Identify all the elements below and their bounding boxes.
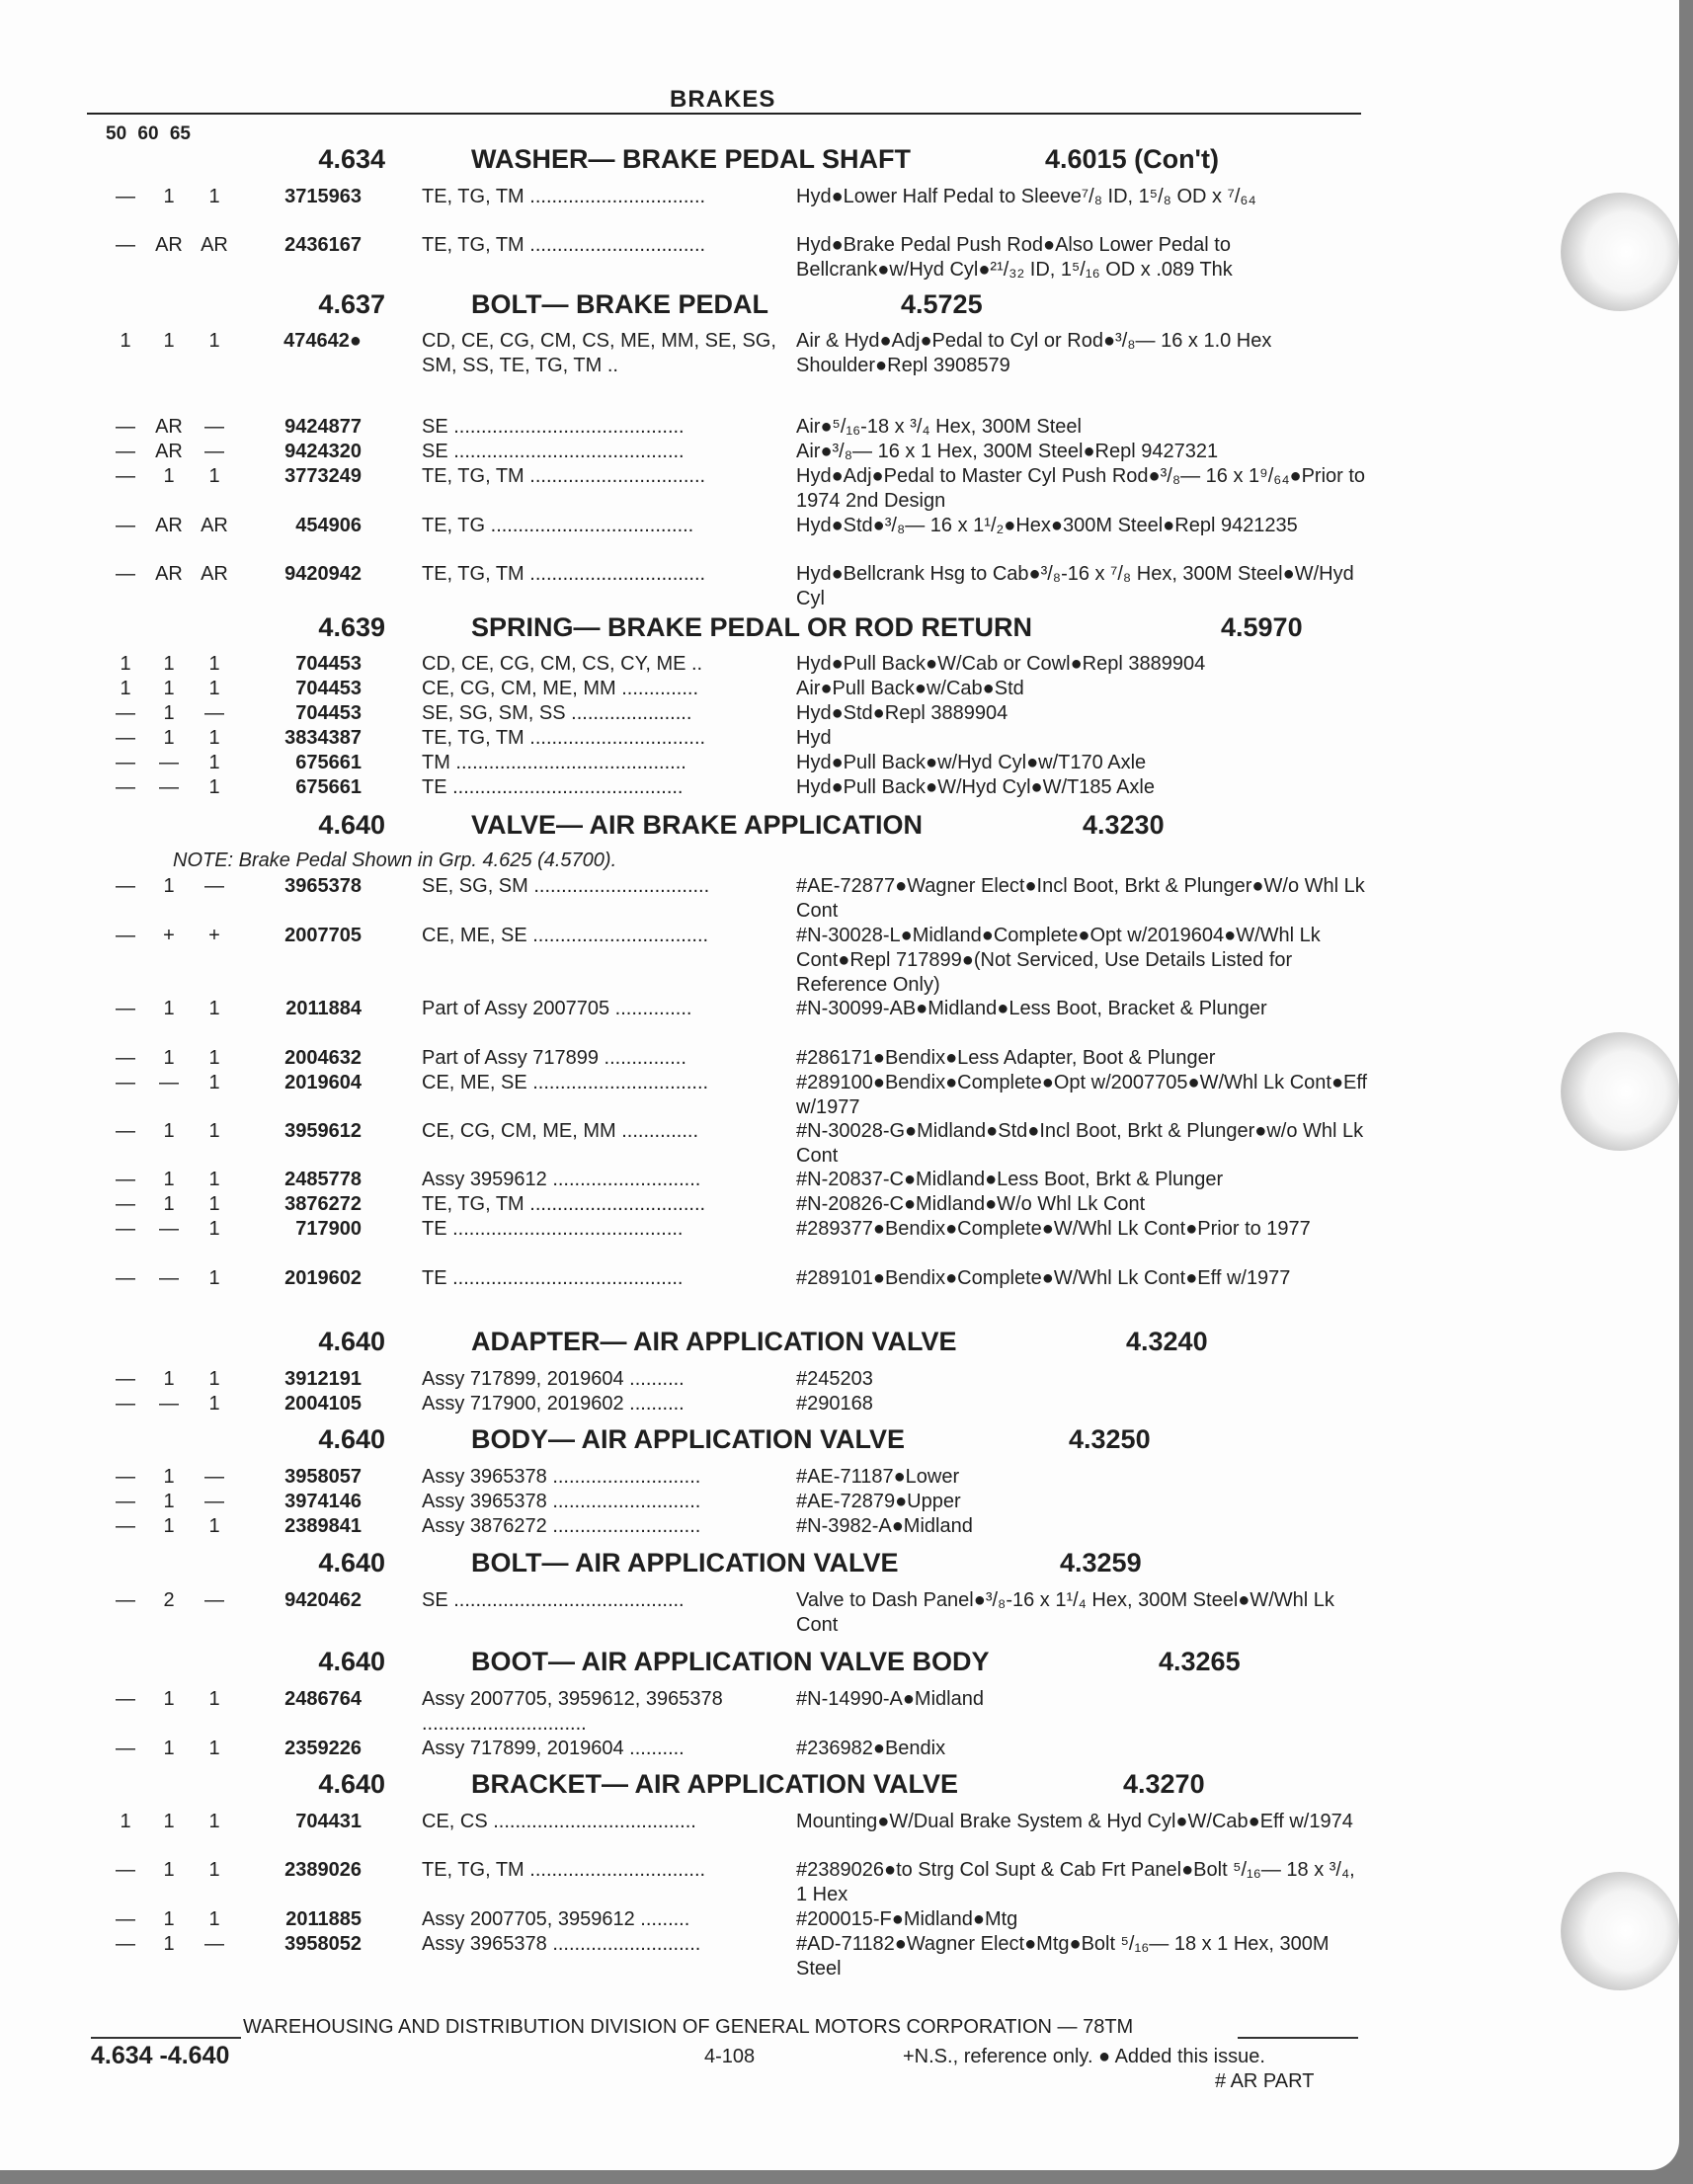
application-models: TE, TG, TM ................................ bbox=[422, 563, 706, 585]
part-number: 454906 bbox=[295, 515, 362, 536]
application-models: SE .......................................... bbox=[422, 441, 685, 462]
title-rule bbox=[87, 113, 1361, 115]
qty-1960: 1 bbox=[163, 875, 175, 897]
qty-1950: — bbox=[116, 1859, 135, 1881]
part-description: #AE-72879●Upper bbox=[796, 1491, 961, 1512]
qty-1960: 1 bbox=[163, 1193, 175, 1215]
group-number: 4.640 bbox=[318, 1647, 385, 1676]
section-name: BOLT— BRAKE PEDAL bbox=[471, 289, 768, 319]
qty-1960: 1 bbox=[163, 702, 175, 724]
qty-1960: AR bbox=[155, 515, 183, 536]
application-models: Assy 3876272 ........................... bbox=[422, 1515, 701, 1537]
section-name: BOOT— AIR APPLICATION VALVE BODY bbox=[471, 1647, 990, 1676]
part-number: 3773249 bbox=[284, 465, 362, 487]
application-models: TE .......................................... bbox=[422, 776, 684, 798]
qty-1950: 1 bbox=[120, 653, 131, 675]
qty-1960: 1 bbox=[163, 1368, 175, 1390]
qty-1965: 1 bbox=[208, 1193, 220, 1215]
qty-1960: 1 bbox=[163, 1933, 175, 1955]
part-description: Hyd●Adj●Pedal to Master Cyl Push Rod●³/₈— 16 x 1⁹/₆₄●Prior to 1974 2nd Design bbox=[796, 465, 1366, 512]
part-number: 704453 bbox=[295, 653, 362, 675]
qty-1965: 1 bbox=[208, 1738, 220, 1759]
part-number: 704431 bbox=[295, 1811, 362, 1832]
qty-1960: — bbox=[159, 1072, 179, 1093]
group-number: 4.634 bbox=[318, 144, 385, 174]
qty-1950: — bbox=[116, 1589, 135, 1611]
application-models: TE, TG, TM ................................ bbox=[422, 1859, 706, 1881]
qty-1950: — bbox=[116, 998, 135, 1019]
section-code: 4.6015 (Con't) bbox=[1045, 144, 1219, 174]
qty-1960: 1 bbox=[163, 1859, 175, 1881]
qty-1950: 1 bbox=[120, 330, 131, 352]
qty-1960: 1 bbox=[163, 1047, 175, 1069]
qty-1950: — bbox=[116, 776, 135, 798]
qty-1950: — bbox=[116, 1072, 135, 1093]
qty-1950: — bbox=[116, 563, 135, 585]
qty-1965: 1 bbox=[208, 186, 220, 207]
section-name: BRACKET— AIR APPLICATION VALVE bbox=[471, 1769, 959, 1799]
application-models: CE, CS ..................................... bbox=[422, 1811, 696, 1832]
qty-1960: — bbox=[159, 1393, 179, 1415]
group-number: 4.639 bbox=[318, 612, 385, 642]
part-number: 3959612 bbox=[284, 1120, 362, 1142]
qty-1965: — bbox=[204, 1491, 224, 1512]
part-description: #AE-72877●Wagner Elect●Incl Boot, Brkt & Plunger●W/o Whl Lk Cont bbox=[796, 875, 1365, 922]
qty-1950: — bbox=[116, 1515, 135, 1537]
application-models: TE .......................................... bbox=[422, 1267, 684, 1289]
part-number: 717900 bbox=[295, 1218, 362, 1240]
legend-ar-part: # AR PART bbox=[1215, 2070, 1315, 2092]
section-code: 4.3265 bbox=[1159, 1647, 1241, 1676]
qty-1960: 1 bbox=[163, 1738, 175, 1759]
qty-1960: 1 bbox=[163, 186, 175, 207]
qty-1960: AR bbox=[155, 416, 183, 438]
qty-1965: AR bbox=[201, 234, 228, 256]
qty-1950: — bbox=[116, 875, 135, 897]
qty-1960: 1 bbox=[163, 653, 175, 675]
qty-1950: — bbox=[116, 1169, 135, 1190]
qty-1965: 1 bbox=[208, 1811, 220, 1832]
part-number: 675661 bbox=[295, 776, 362, 798]
qty-1950: — bbox=[116, 925, 135, 946]
part-description: Air●³/₈— 16 x 1 Hex, 300M Steel●Repl 9427321 bbox=[796, 441, 1219, 462]
qty-1950: — bbox=[116, 1218, 135, 1240]
part-number: 2007705 bbox=[284, 925, 362, 946]
qty-1950: — bbox=[116, 1688, 135, 1710]
qty-1950: — bbox=[116, 1908, 135, 1930]
qty-1950: — bbox=[116, 1368, 135, 1390]
application-models: TE, TG ..................................... bbox=[422, 515, 694, 536]
part-description: #N-3982-A●Midland bbox=[796, 1515, 973, 1537]
section-note: NOTE: Brake Pedal Shown in Grp. 4.625 (4.5700). bbox=[173, 849, 617, 871]
qty-1950: — bbox=[116, 1491, 135, 1512]
application-models: Assy 717900, 2019602 .......... bbox=[422, 1393, 685, 1415]
qty-1965: AR bbox=[201, 563, 228, 585]
application-models: Assy 2007705, 3959612 ......... bbox=[422, 1908, 690, 1930]
qty-1965: 1 bbox=[208, 752, 220, 773]
application-models: Assy 3965378 ........................... bbox=[422, 1491, 701, 1512]
qty-1960: 1 bbox=[163, 465, 175, 487]
qty-1965: 1 bbox=[208, 727, 220, 749]
application-models: TE, TG, TM ................................ bbox=[422, 186, 706, 207]
qty-1960: 1 bbox=[163, 1515, 175, 1537]
part-description: Hyd●Std●Repl 3889904 bbox=[796, 702, 1008, 724]
part-description: Air & Hyd●Adj●Pedal to Cyl or Rod●³/₈— 16 x 1.0 Hex Shoulder●Repl 3908579 bbox=[796, 330, 1272, 376]
qty-1950: — bbox=[116, 1120, 135, 1142]
application-models: SE, SG, SM, SS ...................... bbox=[422, 702, 692, 724]
part-number: 675661 bbox=[295, 752, 362, 773]
qty-1965: — bbox=[204, 702, 224, 724]
part-number: 9420942 bbox=[284, 563, 362, 585]
part-description: #N-30099-AB●Midland●Less Boot, Bracket & Plunger bbox=[796, 998, 1267, 1019]
qty-1960: — bbox=[159, 752, 179, 773]
part-number: 474642● bbox=[283, 330, 362, 352]
qty-1965: 1 bbox=[208, 1393, 220, 1415]
part-number: 2359226 bbox=[284, 1738, 362, 1759]
qty-1950: — bbox=[116, 752, 135, 773]
qty-1950: — bbox=[116, 1933, 135, 1955]
qty-1950: — bbox=[116, 727, 135, 749]
part-number: 2389026 bbox=[284, 1859, 362, 1881]
application-models: TM .......................................... bbox=[422, 752, 686, 773]
application-models: CE, CG, CM, ME, MM .............. bbox=[422, 1120, 699, 1142]
part-description: Hyd●Pull Back●W/Hyd Cyl●W/T185 Axle bbox=[796, 776, 1155, 798]
part-number: 2019602 bbox=[284, 1267, 362, 1289]
qty-1960: 1 bbox=[163, 1120, 175, 1142]
part-description: Air●Pull Back●w/Cab●Std bbox=[796, 678, 1024, 699]
part-number: 2019604 bbox=[284, 1072, 362, 1093]
part-description: #N-14990-A●Midland bbox=[796, 1688, 984, 1710]
section-name: SPRING— BRAKE PEDAL OR ROD RETURN bbox=[471, 612, 1033, 642]
legend-symbols: +N.S., reference only. ● Added this issue. bbox=[903, 2046, 1265, 2067]
application-models: SE, SG, SM ................................ bbox=[422, 875, 710, 897]
application-models: CD, CE, CG, CM, CS, ME, MM, SE, SG, SM, SS, TE, TG, TM .. bbox=[422, 330, 776, 376]
punch-hole bbox=[1561, 1032, 1679, 1151]
application-models: SE .......................................... bbox=[422, 1589, 685, 1611]
part-number: 9424877 bbox=[284, 416, 362, 438]
qty-1965: 1 bbox=[208, 1859, 220, 1881]
qty-1960: 1 bbox=[163, 1169, 175, 1190]
qty-1965: 1 bbox=[208, 1908, 220, 1930]
qty-1960: AR bbox=[155, 563, 183, 585]
section-code: 4.3230 bbox=[1083, 810, 1165, 840]
qty-1950: — bbox=[116, 416, 135, 438]
part-description: Mounting●W/Dual Brake System & Hyd Cyl●W/Cab●Eff w/1974 bbox=[796, 1811, 1353, 1832]
application-models: SE .......................................... bbox=[422, 416, 685, 438]
qty-1965: 1 bbox=[208, 678, 220, 699]
qty-1965: — bbox=[204, 1466, 224, 1488]
application-models: Assy 3965378 ........................... bbox=[422, 1933, 701, 1955]
qty-1960: 1 bbox=[163, 1688, 175, 1710]
part-description: #N-20826-C●Midland●W/o Whl Lk Cont bbox=[796, 1193, 1146, 1215]
qty-1965: — bbox=[204, 875, 224, 897]
page-title: BRAKES bbox=[670, 86, 776, 113]
part-number: 3965378 bbox=[284, 875, 362, 897]
qty-1965: 1 bbox=[208, 465, 220, 487]
qty-1950: — bbox=[116, 702, 135, 724]
qty-1960: 1 bbox=[163, 998, 175, 1019]
qty-1950: — bbox=[116, 1738, 135, 1759]
model-year-columns: 50 60 65 bbox=[106, 123, 191, 144]
part-description: Hyd●Brake Pedal Push Rod●Also Lower Pedal to Bellcrank●w/Hyd Cyl●²¹/₃₂ ID, 1⁵/₁₆ OD x .089 Thk bbox=[796, 234, 1233, 281]
qty-1965: 1 bbox=[208, 1120, 220, 1142]
part-number: 2389841 bbox=[284, 1515, 362, 1537]
part-description: Valve to Dash Panel●³/₈-16 x 1¹/₄ Hex, 300M Steel●W/Whl Lk Cont bbox=[796, 1589, 1334, 1636]
part-number: 2011885 bbox=[285, 1908, 362, 1930]
group-number: 4.640 bbox=[318, 1424, 385, 1454]
qty-1950: — bbox=[116, 515, 135, 536]
application-models: TE, TG, TM ................................ bbox=[422, 727, 706, 749]
part-number: 3958052 bbox=[284, 1933, 362, 1955]
qty-1965: 1 bbox=[208, 1368, 220, 1390]
part-number: 2004632 bbox=[284, 1047, 362, 1069]
part-number: 2486764 bbox=[284, 1688, 362, 1710]
part-number: 3876272 bbox=[284, 1193, 362, 1215]
part-description: #289377●Bendix●Complete●W/Whl Lk Cont●Prior to 1977 bbox=[796, 1218, 1311, 1240]
qty-1965: 1 bbox=[208, 1267, 220, 1289]
part-description: #286171●Bendix●Less Adapter, Boot & Plunger bbox=[796, 1047, 1216, 1069]
part-description: #N-30028-L●Midland●Complete●Opt w/2019604●W/Whl Lk Cont●Repl 717899●(Not Serviced, Use Details Listed for Reference Only) bbox=[796, 925, 1321, 996]
group-number: 4.640 bbox=[318, 1548, 385, 1577]
application-models: CE, CG, CM, ME, MM .............. bbox=[422, 678, 699, 699]
qty-1960: 1 bbox=[163, 330, 175, 352]
part-description: #200015-F●Midland●Mtg bbox=[796, 1908, 1018, 1930]
qty-1960: — bbox=[159, 776, 179, 798]
qty-1950: — bbox=[116, 1193, 135, 1215]
section-name: BOLT— AIR APPLICATION VALVE bbox=[471, 1548, 899, 1577]
part-description: #N-20837-C●Midland●Less Boot, Brkt & Plunger bbox=[796, 1169, 1224, 1190]
qty-1960: 1 bbox=[163, 727, 175, 749]
application-models: Assy 717899, 2019604 .......... bbox=[422, 1368, 685, 1390]
qty-1965: 1 bbox=[208, 1688, 220, 1710]
part-description: #245203 bbox=[796, 1368, 873, 1390]
application-models: CD, CE, CG, CM, CS, CY, ME .. bbox=[422, 653, 703, 675]
group-number: 4.637 bbox=[318, 289, 385, 319]
punch-hole bbox=[1561, 193, 1679, 311]
part-number: 704453 bbox=[295, 678, 362, 699]
qty-1950: — bbox=[116, 1466, 135, 1488]
part-number: 9424320 bbox=[284, 441, 362, 462]
qty-1965: 1 bbox=[208, 1218, 220, 1240]
part-number: 2436167 bbox=[284, 234, 362, 256]
page-number: 4-108 bbox=[704, 2046, 756, 2067]
application-models: Part of Assy 717899 ............... bbox=[422, 1047, 686, 1069]
qty-1965: — bbox=[204, 1933, 224, 1955]
qty-1960: 1 bbox=[163, 1908, 175, 1930]
qty-1960: AR bbox=[155, 441, 183, 462]
group-number: 4.640 bbox=[318, 1327, 385, 1356]
qty-1965: 1 bbox=[208, 653, 220, 675]
qty-1950: — bbox=[116, 186, 135, 207]
application-models: TE, TG, TM ................................ bbox=[422, 1193, 706, 1215]
qty-1950: — bbox=[116, 465, 135, 487]
section-code: 4.3250 bbox=[1069, 1424, 1151, 1454]
qty-1960: AR bbox=[155, 234, 183, 256]
part-description: #AD-71182●Wagner Elect●Mtg●Bolt ⁵/₁₆— 18 x 1 Hex, 300M Steel bbox=[796, 1933, 1330, 1980]
qty-1965: 1 bbox=[208, 1047, 220, 1069]
qty-1950: — bbox=[116, 1267, 135, 1289]
qty-1960: 1 bbox=[163, 1811, 175, 1832]
qty-1960: — bbox=[159, 1267, 179, 1289]
part-number: 2011884 bbox=[285, 998, 362, 1019]
group-number: 4.640 bbox=[318, 810, 385, 840]
part-description: Hyd●Bellcrank Hsg to Cab●³/₈-16 x ⁷/₈ Hex, 300M Steel●W/Hyd Cyl bbox=[796, 563, 1354, 609]
group-number: 4.640 bbox=[318, 1769, 385, 1799]
qty-1965: 1 bbox=[208, 998, 220, 1019]
part-description: Hyd●Pull Back●w/Hyd Cyl●w/T170 Axle bbox=[796, 752, 1147, 773]
section-name: BODY— AIR APPLICATION VALVE bbox=[471, 1424, 906, 1454]
application-models: Assy 2007705, 3959612, 3965378 .............................. bbox=[422, 1688, 723, 1735]
part-description: #AE-71187●Lower bbox=[796, 1466, 960, 1488]
part-number: 3715963 bbox=[284, 186, 362, 207]
qty-1965: — bbox=[204, 441, 224, 462]
qty-1960: 1 bbox=[163, 1466, 175, 1488]
punch-hole bbox=[1561, 1872, 1679, 1990]
part-number: 3834387 bbox=[284, 727, 362, 749]
qty-1965: 1 bbox=[208, 1072, 220, 1093]
part-description: #N-30028-G●Midland●Std●Incl Boot, Brkt & Plunger●w/o Whl Lk Cont bbox=[796, 1120, 1364, 1167]
section-name: ADAPTER— AIR APPLICATION VALVE bbox=[471, 1327, 957, 1356]
section-code: 4.3270 bbox=[1123, 1769, 1205, 1799]
footer-rule bbox=[1238, 2037, 1358, 2039]
application-models: Part of Assy 2007705 .............. bbox=[422, 998, 692, 1019]
part-number: 3912191 bbox=[284, 1368, 362, 1390]
part-description: Hyd●Pull Back●W/Cab or Cowl●Repl 3889904 bbox=[796, 653, 1206, 675]
footer-rule bbox=[91, 2037, 241, 2039]
qty-1960: 1 bbox=[163, 678, 175, 699]
qty-1965: — bbox=[204, 416, 224, 438]
part-description: Air●⁵/₁₆-18 x ³/₄ Hex, 300M Steel bbox=[796, 416, 1082, 438]
application-models: TE, TG, TM ................................ bbox=[422, 465, 706, 487]
part-description: #289101●Bendix●Complete●W/Whl Lk Cont●Eff w/1977 bbox=[796, 1267, 1291, 1289]
part-number: 704453 bbox=[295, 702, 362, 724]
qty-1965: 1 bbox=[208, 330, 220, 352]
part-description: #236982●Bendix bbox=[796, 1738, 946, 1759]
qty-1950: — bbox=[116, 234, 135, 256]
qty-1965: 1 bbox=[208, 1169, 220, 1190]
part-number: 2004105 bbox=[284, 1393, 362, 1415]
section-name: VALVE— AIR BRAKE APPLICATION bbox=[471, 810, 924, 840]
qty-1960: + bbox=[163, 925, 175, 946]
part-description: #290168 bbox=[796, 1393, 873, 1415]
qty-1950: — bbox=[116, 1047, 135, 1069]
application-models: CE, ME, SE ................................ bbox=[422, 1072, 709, 1093]
page-range: 4.634 -4.640 bbox=[91, 2042, 230, 2069]
qty-1960: — bbox=[159, 1218, 179, 1240]
part-description: Hyd●Std●³/₈— 16 x 1¹/₂●Hex●300M Steel●Repl 9421235 bbox=[796, 515, 1298, 536]
application-models: CE, ME, SE ................................ bbox=[422, 925, 709, 946]
part-number: 3958057 bbox=[284, 1466, 362, 1488]
footer-division: WAREHOUSING AND DISTRIBUTION DIVISION OF GENERAL MOTORS CORPORATION — 78TM bbox=[243, 2016, 1134, 2038]
qty-1965: 1 bbox=[208, 1515, 220, 1537]
part-number: 9420462 bbox=[284, 1589, 362, 1611]
qty-1950: — bbox=[116, 441, 135, 462]
part-description: #2389026●to Strg Col Supt & Cab Frt Panel●Bolt ⁵/₁₆— 18 x ³/₄, 1 Hex bbox=[796, 1859, 1355, 1905]
qty-1950: 1 bbox=[120, 678, 131, 699]
section-code: 4.3259 bbox=[1060, 1548, 1142, 1577]
application-models: Assy 3959612 ........................... bbox=[422, 1169, 701, 1190]
part-number: 2485778 bbox=[284, 1169, 362, 1190]
application-models: Assy 3965378 ........................... bbox=[422, 1466, 701, 1488]
part-description: #289100●Bendix●Complete●Opt w/2007705●W/Whl Lk Cont●Eff w/1977 bbox=[796, 1072, 1368, 1118]
qty-1965: — bbox=[204, 1589, 224, 1611]
part-description: Hyd bbox=[796, 727, 832, 749]
qty-1960: 2 bbox=[163, 1589, 175, 1611]
application-models: TE .......................................... bbox=[422, 1218, 684, 1240]
section-code: 4.5725 bbox=[901, 289, 983, 319]
section-code: 4.5970 bbox=[1221, 612, 1303, 642]
qty-1950: 1 bbox=[120, 1811, 131, 1832]
qty-1960: 1 bbox=[163, 1491, 175, 1512]
section-name: WASHER— BRAKE PEDAL SHAFT bbox=[471, 144, 912, 174]
application-models: TE, TG, TM ................................ bbox=[422, 234, 706, 256]
application-models: Assy 717899, 2019604 .......... bbox=[422, 1738, 685, 1759]
qty-1965: AR bbox=[201, 515, 228, 536]
qty-1965: + bbox=[208, 925, 220, 946]
part-number: 3974146 bbox=[284, 1491, 362, 1512]
qty-1950: — bbox=[116, 1393, 135, 1415]
section-code: 4.3240 bbox=[1126, 1327, 1208, 1356]
qty-1965: 1 bbox=[208, 776, 220, 798]
part-description: Hyd●Lower Half Pedal to Sleeve⁷/₈ ID, 1⁵/₈ OD x ⁷/₆₄ bbox=[796, 186, 1256, 207]
